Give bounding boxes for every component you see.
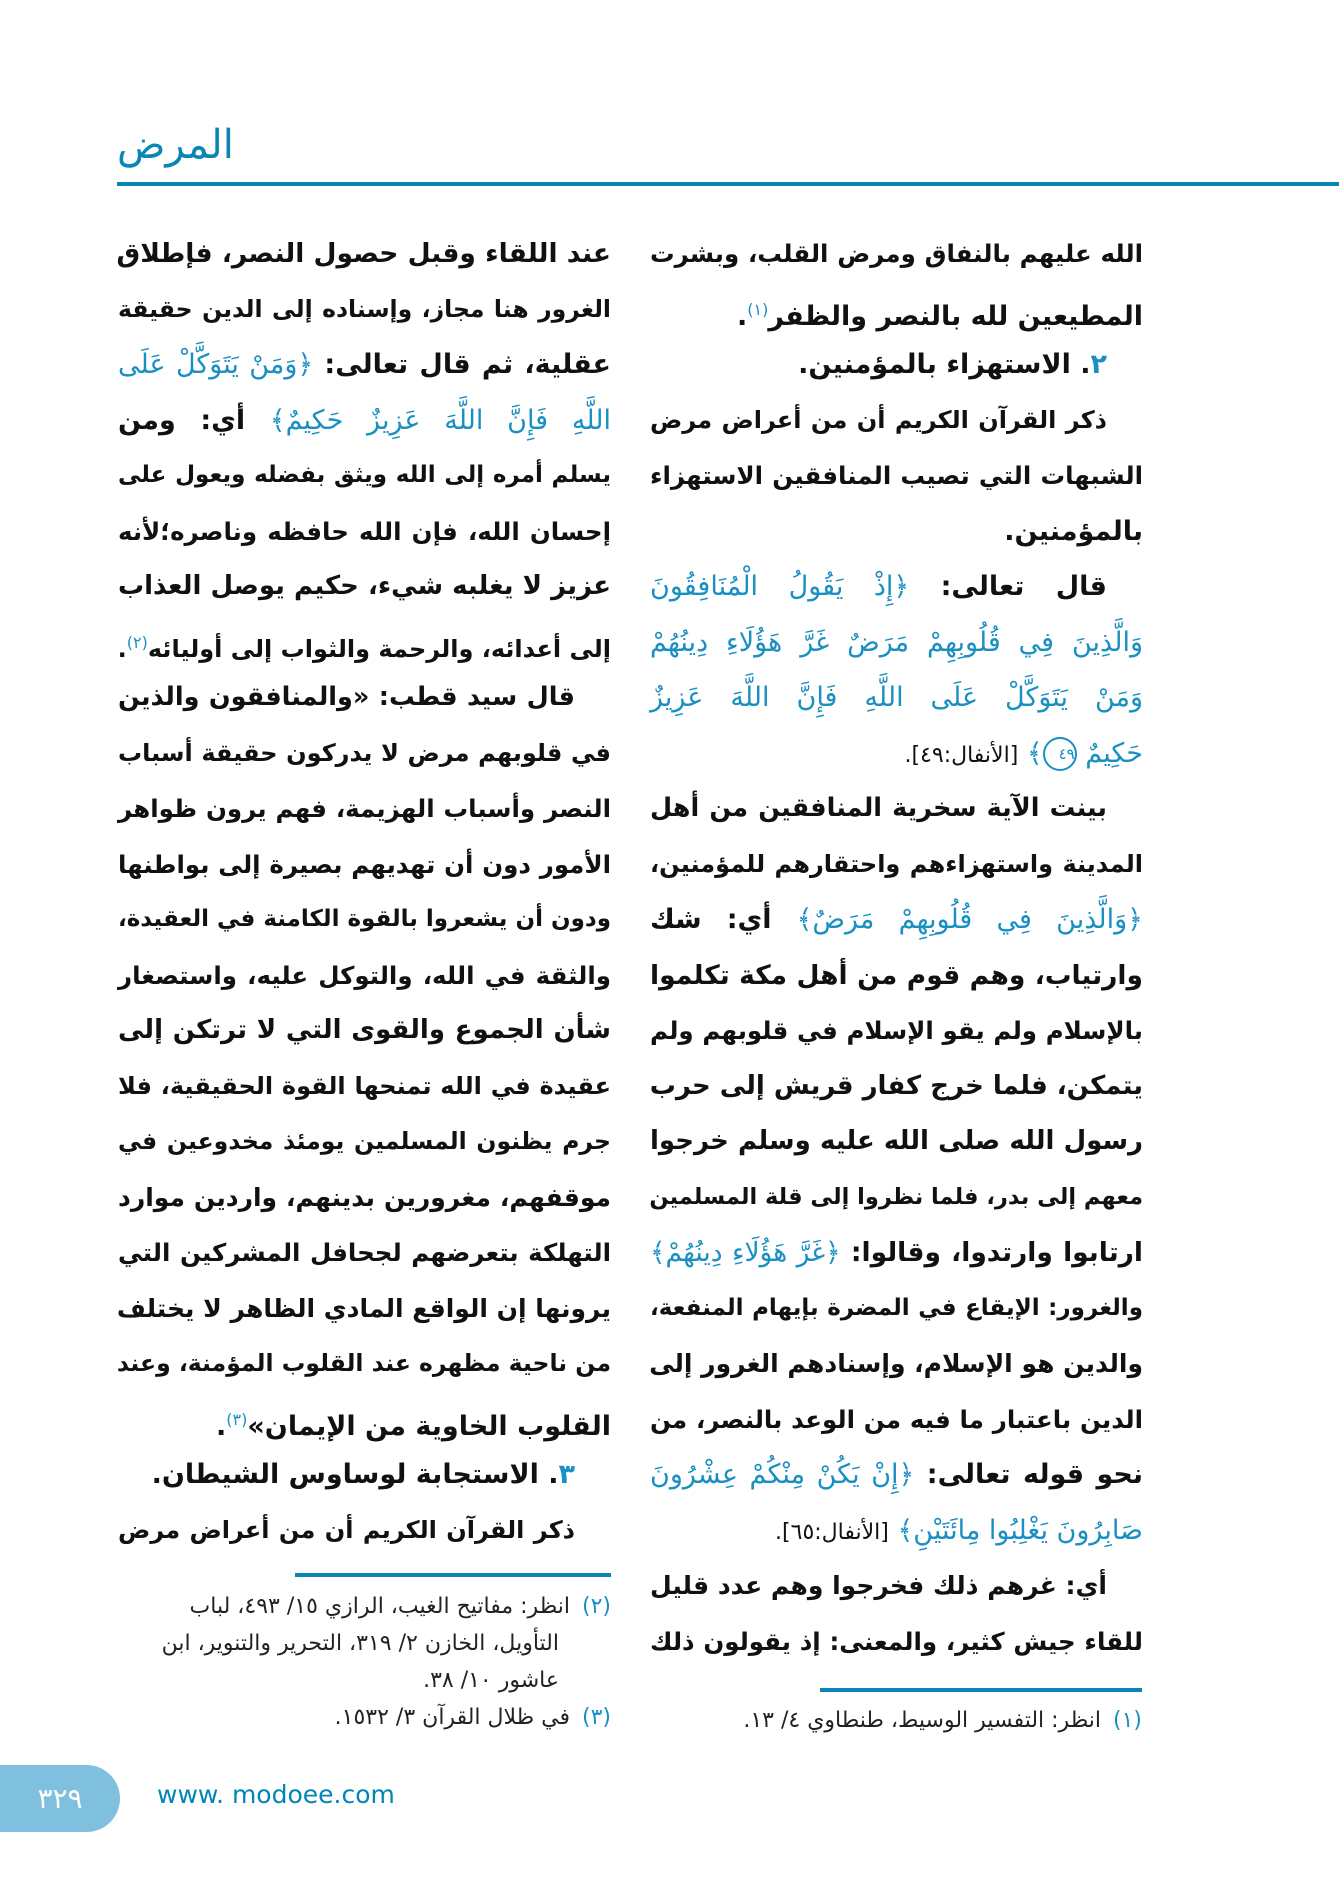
- text-line: [650, 781, 1143, 837]
- text-line: [118, 1503, 611, 1559]
- right-column: [650, 226, 1143, 1669]
- text-line: [118, 1281, 611, 1337]
- quran-verse: اللَّهِ فَإِنَّ اللَّهَ عَزِيزٌ حَكِيمٌ﴾: [269, 404, 611, 436]
- text: عقيدة في الله تمنحها القوة الحقيقية، فلا: [118, 1071, 611, 1100]
- heading-number: ٣: [558, 1459, 575, 1490]
- website-link[interactable]: www. modoee.com: [157, 1780, 395, 1809]
- text-line: [650, 1558, 1143, 1614]
- ayah-number-marker: ٤٩: [1043, 737, 1077, 771]
- text-line: [650, 1114, 1143, 1170]
- footnote-ref[interactable]: (٢): [126, 632, 148, 652]
- text: معهم إلى بدر، فلما نظروا إلى قلة المسلمين: [649, 1183, 1143, 1210]
- text: التهلكة بتعرضهم لجحافل المشركين التي: [118, 1238, 611, 1267]
- footnote-rule-right: [820, 1688, 1142, 1692]
- text: أي: شك: [650, 904, 797, 935]
- footnotes-left: [118, 1588, 611, 1736]
- footnote-rule-left: [295, 1573, 611, 1577]
- footnote-ref[interactable]: (١): [747, 299, 769, 319]
- text: شأن الجموع والقوى التي لا ترتكن إلى: [118, 1015, 611, 1045]
- text: الله عليهم بالنفاق ومرض القلب، وبشرت: [650, 239, 1143, 268]
- running-header-title: المرض: [117, 122, 234, 168]
- quran-verse: حَكِيمٌ: [1076, 737, 1143, 769]
- text: . الاستجابة لوساوس الشيطان.: [151, 1459, 559, 1490]
- text: قال سيد قطب: «والمنافقون والذين: [118, 682, 575, 712]
- text: بالمؤمنين.: [1004, 515, 1143, 547]
- text-line: [650, 1059, 1143, 1115]
- text: الشبهات التي تصيب المنافقين الاستهزاء: [650, 461, 1143, 490]
- text-line: [118, 448, 611, 504]
- text: في قلوبهم مرض لا يدركون حقيقة أسباب: [118, 738, 611, 767]
- header-rule: [117, 182, 1339, 186]
- quran-verse: ﴿إِنْ يَكُنْ مِنْكُمْ عِشْرُونَ: [650, 1459, 915, 1490]
- text: عقلية، ثم قال تعالى:: [313, 349, 611, 380]
- text: إلى أعدائه، والرحمة والثواب إلى أوليائه: [147, 634, 611, 663]
- text-line: [118, 615, 611, 671]
- text-line: [118, 282, 611, 338]
- text-line: [650, 1447, 1143, 1503]
- quran-verse: وَالَّذِينَ فِي قُلُوبِهِمْ مَرَضٌ غَرَّ هَؤُلَاءِ دِينُهُمْ: [650, 626, 1143, 658]
- text: . الاستهزاء بالمؤمنين.: [798, 349, 1091, 380]
- text: ودون أن يشعروا بالقوة الكامنة في العقيدة،: [117, 906, 611, 932]
- text-line: [118, 781, 611, 837]
- text-line: [650, 559, 1143, 615]
- text-line: [118, 1447, 611, 1503]
- text: والغرور: الإيقاع في المضرة بإيهام المنفعة،: [650, 1294, 1143, 1321]
- text-line: [118, 892, 611, 948]
- quran-verse: ﴿وَالَّذِينَ فِي قُلُوبِهِمْ مَرَضٌ﴾: [796, 904, 1143, 935]
- text-line: [650, 1225, 1143, 1281]
- footnotes-right: [650, 1702, 1142, 1739]
- text-line: [650, 1003, 1143, 1059]
- text-line: [650, 615, 1143, 671]
- text: موقفهم، مغرورين بدينهم، واردين موارد: [118, 1182, 611, 1212]
- footnote-number: (٢): [581, 1594, 611, 1619]
- text-line: [118, 226, 611, 282]
- text-line: [118, 559, 611, 615]
- text: عند اللقاء وقبل حصول النصر، فإطلاق: [116, 238, 611, 269]
- text: النصر وأسباب الهزيمة، فهم يرون ظواهر: [118, 794, 611, 823]
- text-line: [650, 1336, 1143, 1392]
- footnote: [118, 1699, 611, 1736]
- text: إحسان الله، فإن الله حافظه وناصره؛لأنه: [118, 516, 611, 546]
- text: والثقة في الله، والتوكل عليه، واستصغار: [118, 960, 611, 990]
- text: رسول الله صلى الله عليه وسلم خرجوا: [650, 1126, 1143, 1156]
- text-line: [118, 1170, 611, 1226]
- text-line: [118, 837, 611, 893]
- text: قال تعالى:: [909, 571, 1107, 602]
- text: من ناحية مظهره عند القلوب المؤمنة، وعند: [116, 1349, 611, 1377]
- text-line: [650, 1503, 1143, 1559]
- text: .: [117, 634, 127, 663]
- quran-verse: ﴾: [1018, 737, 1043, 769]
- text: والدين هو الإسلام، وإسنادهم الغرور إلى: [649, 1349, 1143, 1378]
- text: بينت الآية سخرية المنافقين من أهل: [650, 793, 1107, 823]
- footnote: [650, 1702, 1142, 1739]
- footnote-text: في ظلال القرآن ٣/ ١٥٣٢.: [334, 1705, 570, 1730]
- quran-verse: صَابِرُونَ يَغْلِبُوا مِائَتَيْنِ﴾: [888, 1514, 1143, 1546]
- text: للقاء جيش كثير، والمعنى: إذ يقولون ذلك: [650, 1626, 1143, 1656]
- text-line: [118, 504, 611, 560]
- text: الدين باعتبار ما فيه من الوعد بالنصر، من: [650, 1404, 1143, 1434]
- text-line: [650, 1614, 1143, 1670]
- text-line: [118, 726, 611, 782]
- footnote-number: (١): [1112, 1708, 1142, 1733]
- quran-verse: ﴿غَرَّ هَؤُلَاءِ دِينُهُمْ﴾: [650, 1237, 841, 1268]
- text: جرم يظنون المسلمين يومئذ مخدوعين في: [118, 1127, 611, 1155]
- text: نحو قوله تعالى:: [914, 1459, 1143, 1490]
- footnote-number: (٣): [581, 1705, 611, 1730]
- text: بالإسلام ولم يقو الإسلام في قلوبهم ولم: [650, 1016, 1143, 1045]
- surah-reference: [الأنفال:٤٩].: [904, 742, 1019, 768]
- text-line: [118, 1336, 611, 1392]
- text: .: [216, 1410, 227, 1442]
- text: ارتابوا وارتدوا، وقالوا:: [840, 1237, 1143, 1268]
- text: الأمور دون أن تهديهم بصيرة إلى بواطنها: [118, 849, 611, 879]
- text-line: [650, 226, 1143, 282]
- text: أي: غرهم ذلك فخرجوا وهم عدد قليل: [650, 1571, 1107, 1600]
- text: القلوب الخاوية من الإيمان»: [247, 1410, 611, 1442]
- text: المدينة واستهزاءهم واحتقارهم للمؤمنين،: [650, 849, 1143, 878]
- text: يتمكن، فلما خرج كفار قريش إلى حرب: [649, 1070, 1143, 1101]
- text-line: [118, 670, 611, 726]
- text-line: [650, 1281, 1143, 1337]
- text-line: [118, 1114, 611, 1170]
- text-line: [118, 337, 611, 393]
- text-line: [650, 948, 1143, 1004]
- footnote-text: انظر: مفاتيح الغيب، الرازي ١٥/ ٤٩٣، لباب التأويل، الخازن ٢/ ٣١٩، التحرير والتنوير، ابن عاشور ١٠/ ٣٨.: [161, 1594, 570, 1693]
- text: يرونها إن الواقع المادي الظاهر لا يختلف: [116, 1293, 611, 1323]
- heading-number: ٢: [1090, 349, 1107, 380]
- text-line: [650, 892, 1143, 948]
- text-line: [650, 1392, 1143, 1448]
- quran-verse: وَمَنْ يَتَوَكَّلْ عَلَى اللَّهِ فَإِنَّ اللَّهَ عَزِيزٌ: [650, 682, 1143, 713]
- footnote-ref[interactable]: (٣): [226, 1409, 248, 1429]
- text-line: [118, 1392, 611, 1448]
- footnote-text: انظر: التفسير الوسيط، طنطاوي ٤/ ١٣.: [743, 1708, 1101, 1733]
- text: ذكر القرآن الكريم أن من أعراض مرض: [118, 1515, 575, 1544]
- text-line: [650, 504, 1143, 560]
- text: المطيعين لله بالنصر والظفر: [768, 300, 1143, 332]
- text-line: [118, 1225, 611, 1281]
- text: عزيز لا يغلبه شيء، حكيم يوصل العذاب: [118, 571, 611, 601]
- text: .: [736, 300, 748, 332]
- text: يسلم أمره إلى الله ويثق بفضله ويعول على: [118, 462, 611, 488]
- page-number-badge: ٣٢٩: [0, 1765, 120, 1832]
- text-line: [650, 837, 1143, 893]
- left-column: [118, 226, 611, 1558]
- surah-reference: [الأنفال:٦٥].: [775, 1519, 889, 1545]
- text-line: [118, 393, 611, 449]
- text-line: [118, 1059, 611, 1115]
- quran-verse: ﴿وَمَنْ يَتَوَكَّلْ عَلَى: [118, 349, 314, 380]
- text: أي: ومن: [118, 404, 270, 436]
- text-line: [650, 726, 1143, 782]
- text-line: [118, 1003, 611, 1059]
- text-line: [650, 670, 1143, 726]
- text: ذكر القرآن الكريم أن من أعراض مرض: [650, 405, 1107, 434]
- quran-verse: ﴿إِذْ يَقُولُ الْمُنَافِقُونَ: [650, 571, 910, 602]
- text: الغرور هنا مجاز، وإسناده إلى الدين حقيقة: [118, 294, 611, 323]
- text-line: [650, 393, 1143, 449]
- text: وارتياب، وهم قوم من أهل مكة تكلموا: [650, 959, 1143, 991]
- text-line: [650, 1170, 1143, 1226]
- text-line: [650, 337, 1143, 393]
- text-line: [650, 448, 1143, 504]
- text-line: [118, 948, 611, 1004]
- text-line: [650, 282, 1143, 338]
- footnote: [118, 1588, 611, 1699]
